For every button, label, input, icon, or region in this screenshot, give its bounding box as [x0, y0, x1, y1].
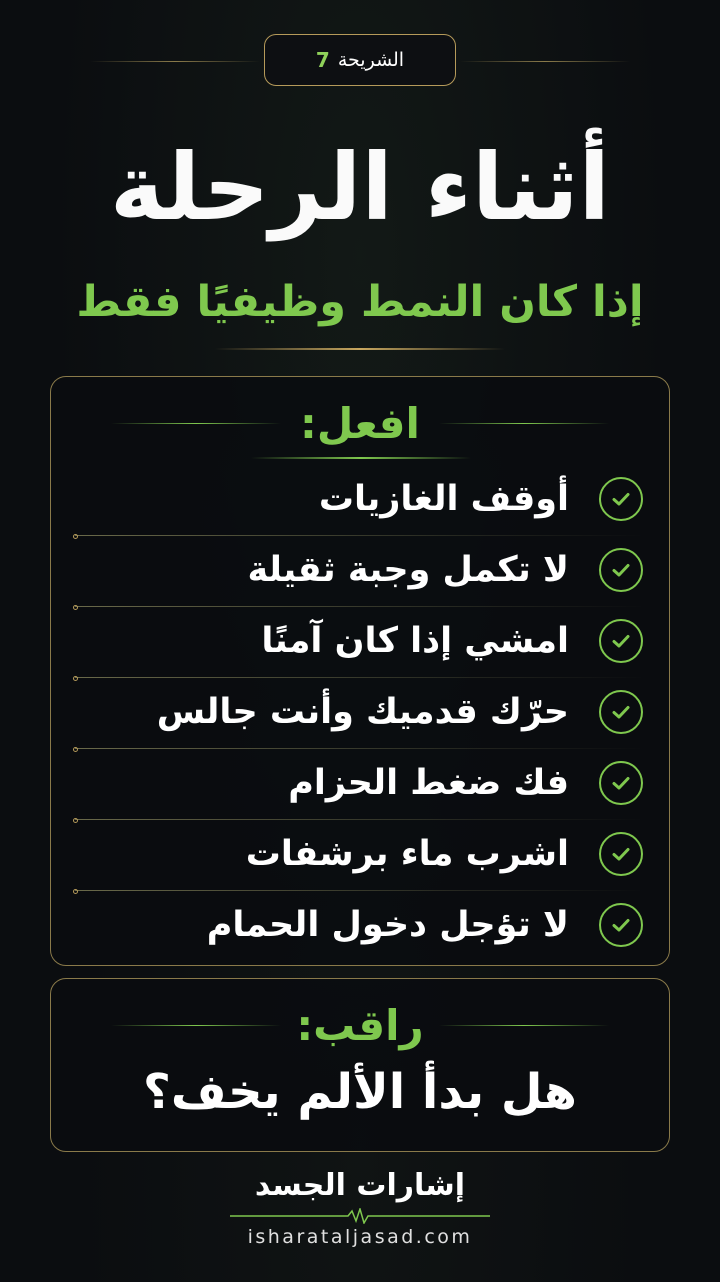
do-heading-row	[51, 393, 669, 453]
list-item-text: امشي إذا كان آمنًا	[261, 621, 569, 661]
do-heading-line-right	[439, 423, 609, 424]
badge-line-right	[460, 61, 630, 62]
list-item-text: اشرب ماء برشفات	[245, 834, 569, 874]
title-divider	[215, 348, 505, 350]
check-circle-icon	[599, 832, 643, 876]
watch-heading-line-left	[111, 1025, 281, 1026]
badge-line-left	[90, 61, 260, 62]
check-circle-icon	[599, 619, 643, 663]
check-circle-icon	[599, 477, 643, 521]
watch-heading-line-right	[439, 1025, 609, 1026]
list-item	[51, 820, 669, 891]
do-heading-underline	[251, 457, 471, 459]
check-circle-icon	[599, 548, 643, 592]
slide-badge-label: الشريحة	[337, 49, 405, 71]
slide-badge-row	[0, 34, 720, 88]
watch-heading-row	[51, 995, 669, 1055]
list-item	[51, 465, 669, 536]
check-circle-icon	[599, 903, 643, 947]
watch-heading: راقب:	[296, 1000, 424, 1050]
check-circle-icon	[599, 690, 643, 734]
pulse-wave-icon	[230, 1208, 490, 1224]
list-item-text: حرّك قدميك وأنت جالس	[156, 692, 569, 732]
watch-question: هل بدأ الألم يخف؟	[143, 1064, 577, 1120]
watch-card	[50, 978, 670, 1152]
slide-badge	[264, 34, 456, 86]
list-item-text: لا تكمل وجبة ثقيلة	[247, 550, 569, 590]
footer-brand: إشارات الجسد	[254, 1168, 466, 1203]
list-item-text: فك ضغط الحزام	[288, 763, 569, 803]
do-list	[51, 465, 669, 962]
footer-url: isharataljasad.com	[247, 1226, 473, 1248]
list-item-text: لا تؤجل دخول الحمام	[206, 905, 569, 945]
list-item	[51, 607, 669, 678]
page-subtitle: إذا كان النمط وظيفيًا فقط	[76, 277, 644, 327]
list-item	[51, 749, 669, 820]
check-circle-icon	[599, 761, 643, 805]
do-heading-line-left	[111, 423, 281, 424]
list-item	[51, 536, 669, 607]
list-item-text: أوقف الغازيات	[318, 479, 569, 519]
page-title: أثناء الرحلة	[109, 134, 611, 241]
list-item	[51, 678, 669, 749]
do-heading: افعل:	[300, 398, 420, 448]
do-card	[50, 376, 670, 966]
list-item	[51, 891, 669, 962]
slide-badge-number: 7	[315, 48, 330, 72]
